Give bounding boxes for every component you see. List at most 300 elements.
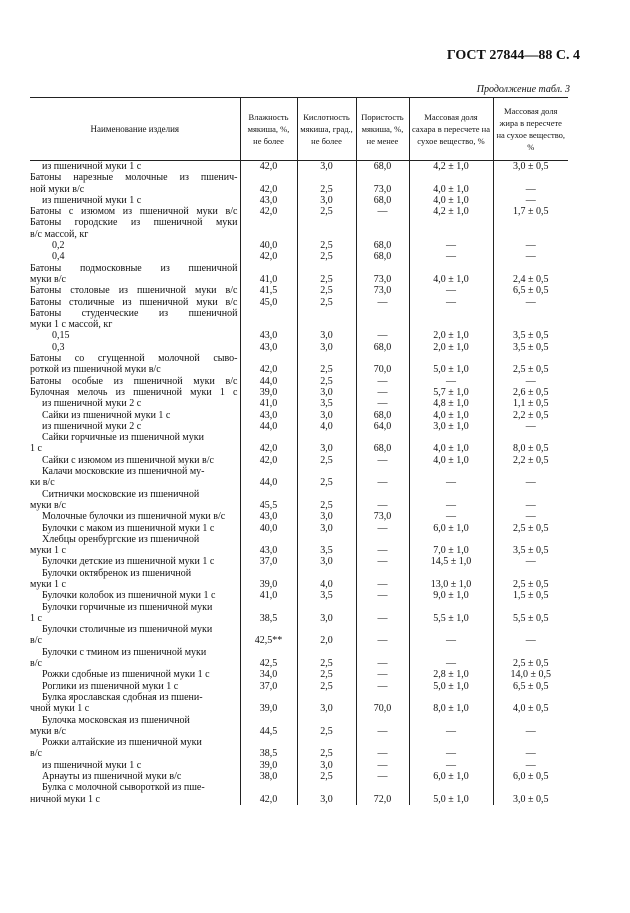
value-cell <box>409 782 493 793</box>
table-row <box>30 703 568 714</box>
product-name-cell: Булочка московская из пшеничной <box>42 714 190 726</box>
value-cell: 3,5 <box>297 590 356 601</box>
table-row <box>30 387 568 398</box>
value-cell: 42,0 <box>240 443 297 454</box>
value-cell <box>493 602 568 613</box>
product-name-cell: Сайки из пшеничной муки 1 с <box>42 409 171 421</box>
table-row <box>30 455 568 466</box>
value-cell <box>493 172 568 183</box>
value-cell <box>409 647 493 658</box>
value-cell: — <box>493 760 568 771</box>
value-cell: — <box>409 760 493 771</box>
table-row <box>30 771 568 782</box>
value-cell: 2,0 ± 1,0 <box>409 342 493 353</box>
value-cell: 5,0 ± 1,0 <box>409 364 493 375</box>
value-cell: 43,0 <box>240 195 297 206</box>
value-cell <box>297 692 356 703</box>
value-cell: 38,0 <box>240 771 297 782</box>
table-row <box>30 364 568 375</box>
value-cell: 3,0 <box>297 794 356 805</box>
product-name-cell: из пшеничной муки 2 с <box>42 420 142 432</box>
value-cell: 42,0 <box>240 794 297 805</box>
column-header: Массовая доля жира в пересчете на сухое вещество, % <box>493 98 568 161</box>
value-cell: 3,5 ± 0,5 <box>493 330 568 341</box>
value-cell: 4,0 ± 1,0 <box>409 443 493 454</box>
value-cell <box>409 737 493 748</box>
value-cell: — <box>356 500 409 511</box>
value-cell: — <box>356 681 409 692</box>
table-row <box>30 602 568 613</box>
value-cell: 2,5 <box>297 184 356 195</box>
value-cell: 39,0 <box>240 579 297 590</box>
value-cell: 9,0 ± 1,0 <box>409 590 493 601</box>
value-cell: — <box>409 251 493 262</box>
product-name-cell: Сайки с изюмом из пшеничной муки в/с <box>42 454 214 466</box>
product-name-cell: ки в/с <box>30 477 55 489</box>
value-cell: — <box>493 297 568 308</box>
product-name-cell: муки 1 с <box>30 578 66 590</box>
value-cell: 68,0 <box>356 410 409 421</box>
value-cell <box>297 602 356 613</box>
value-cell: 44,0 <box>240 477 297 488</box>
value-cell: 2,5 ± 0,5 <box>493 523 568 534</box>
table-row <box>30 421 568 432</box>
value-cell <box>409 624 493 635</box>
value-cell: 38,5 <box>240 748 297 759</box>
value-cell <box>409 217 493 228</box>
value-cell: — <box>356 635 409 646</box>
value-cell <box>297 432 356 443</box>
value-cell <box>297 353 356 364</box>
value-cell: 2,5 <box>297 681 356 692</box>
value-cell <box>240 692 297 703</box>
value-cell: 43,0 <box>240 545 297 556</box>
value-cell <box>240 432 297 443</box>
value-cell <box>493 353 568 364</box>
value-cell <box>409 715 493 726</box>
value-cell: 4,2 ± 1,0 <box>409 206 493 217</box>
value-cell: 2,5 <box>297 274 356 285</box>
value-cell <box>297 217 356 228</box>
value-cell: 39,0 <box>240 703 297 714</box>
value-cell: — <box>493 726 568 737</box>
value-cell <box>356 534 409 545</box>
value-cell: 6,0 ± 0,5 <box>493 771 568 782</box>
value-cell: 3,0 <box>297 703 356 714</box>
value-cell <box>297 737 356 748</box>
value-cell: 68,0 <box>356 195 409 206</box>
table-row <box>30 466 568 477</box>
value-cell: 3,0 <box>297 330 356 341</box>
value-cell <box>297 715 356 726</box>
table-row <box>30 308 568 319</box>
value-cell: 68,0 <box>356 342 409 353</box>
value-cell: — <box>409 511 493 522</box>
column-header: Влажность мякиша, %, не более <box>240 98 297 161</box>
value-cell: 2,2 ± 0,5 <box>493 410 568 421</box>
table-row <box>30 330 568 341</box>
product-name-cell: муки в/с <box>30 725 66 737</box>
value-cell <box>297 319 356 330</box>
table-row <box>30 195 568 206</box>
value-cell: — <box>493 748 568 759</box>
table-row <box>30 206 568 217</box>
value-cell: — <box>356 658 409 669</box>
product-name-cell: Калачи московские из пшеничной му- <box>42 466 205 478</box>
product-name-cell: 1 с <box>30 443 42 455</box>
table-row <box>30 500 568 511</box>
value-cell: 44,0 <box>240 376 297 387</box>
table-row <box>30 477 568 488</box>
value-cell: 5,5 ± 1,0 <box>409 613 493 624</box>
value-cell <box>356 692 409 703</box>
value-cell: — <box>493 195 568 206</box>
value-cell: 38,5 <box>240 613 297 624</box>
product-name-cell: чной муки 1 с <box>30 703 90 715</box>
table-continuation-label: Продолжение табл. 3 <box>476 84 570 95</box>
value-cell <box>409 489 493 500</box>
table-row <box>30 579 568 590</box>
value-cell <box>356 602 409 613</box>
value-cell: 68,0 <box>356 443 409 454</box>
value-cell <box>240 489 297 500</box>
value-cell <box>240 229 297 240</box>
value-cell: 68,0 <box>356 161 409 173</box>
product-name-cell: роткой из пшеничной муки в/с <box>30 364 161 376</box>
value-cell: 2,0 ± 1,0 <box>409 330 493 341</box>
product-name-cell: Арнауты из пшеничной муки в/с <box>42 771 182 783</box>
value-cell: 2,5 <box>297 500 356 511</box>
value-cell: 3,0 <box>297 556 356 567</box>
product-name-cell: ной муки в/с <box>30 183 85 195</box>
value-cell: 2,5 <box>297 477 356 488</box>
value-cell <box>297 229 356 240</box>
value-cell: — <box>493 251 568 262</box>
value-cell: 6,5 ± 0,5 <box>493 681 568 692</box>
value-cell: 73,0 <box>356 511 409 522</box>
value-cell: 73,0 <box>356 285 409 296</box>
value-cell: 3,0 <box>297 161 356 173</box>
value-cell <box>356 647 409 658</box>
value-cell <box>297 172 356 183</box>
value-cell <box>297 263 356 274</box>
value-cell: 41,0 <box>240 274 297 285</box>
value-cell: 45,0 <box>240 297 297 308</box>
product-name-cell: в/с <box>30 635 42 647</box>
value-cell: 2,5 ± 0,5 <box>493 579 568 590</box>
value-cell: 41,5 <box>240 285 297 296</box>
value-cell: 70,0 <box>356 364 409 375</box>
value-cell <box>409 308 493 319</box>
value-cell <box>356 217 409 228</box>
value-cell: — <box>493 421 568 432</box>
value-cell: 2,8 ± 1,0 <box>409 669 493 680</box>
table-body <box>30 161 568 805</box>
product-name-cell: Сайки горчичные из пшеничной муки <box>42 432 204 444</box>
value-cell <box>356 172 409 183</box>
value-cell <box>240 353 297 364</box>
value-cell: 73,0 <box>356 274 409 285</box>
value-cell: — <box>493 184 568 195</box>
value-cell: 2,5 <box>297 297 356 308</box>
table-row <box>30 669 568 680</box>
value-cell: 3,5 <box>297 398 356 409</box>
value-cell: 3,0 <box>297 511 356 522</box>
value-cell: 42,0 <box>240 184 297 195</box>
value-cell: — <box>409 726 493 737</box>
value-cell: — <box>356 545 409 556</box>
value-cell <box>493 263 568 274</box>
value-cell <box>297 534 356 545</box>
value-cell <box>240 782 297 793</box>
value-cell: 5,5 ± 0,5 <box>493 613 568 624</box>
product-name-cell: в/с массой, кг <box>30 228 89 240</box>
value-cell: — <box>356 771 409 782</box>
value-cell: 2,5 <box>297 726 356 737</box>
value-cell <box>409 263 493 274</box>
value-cell: 3,5 <box>297 545 356 556</box>
value-cell: 40,0 <box>240 523 297 534</box>
value-cell: 13,0 ± 1,0 <box>409 579 493 590</box>
value-cell: 42,0 <box>240 161 297 173</box>
value-cell: 3,0 <box>297 342 356 353</box>
value-cell <box>409 692 493 703</box>
value-cell: 34,0 <box>240 669 297 680</box>
value-cell: — <box>356 330 409 341</box>
value-cell: 3,0 ± 0,5 <box>493 794 568 805</box>
value-cell: 3,0 ± 1,0 <box>409 421 493 432</box>
value-cell: 37,0 <box>240 681 297 692</box>
column-header: Массовая доля сахара в пересчете на сухое вещество, % <box>409 98 493 161</box>
value-cell <box>356 229 409 240</box>
value-cell: — <box>409 376 493 387</box>
value-cell: 2,5 <box>297 771 356 782</box>
value-cell <box>493 624 568 635</box>
product-name-cell: Булка с молочной сывороткой из пше- <box>42 782 205 794</box>
table-row <box>30 251 568 262</box>
product-name-cell: Батоны городские из пшеничной муки <box>30 217 238 229</box>
product-name-cell: Булка ярославская сдобная из пшени- <box>42 691 203 703</box>
value-cell: 1,5 ± 0,5 <box>493 590 568 601</box>
product-name-cell: муки 1 с <box>30 545 66 557</box>
product-name-cell: Роглики из пшеничной муки 1 с <box>42 680 179 692</box>
value-cell: 4,0 ± 1,0 <box>409 195 493 206</box>
table-row <box>30 590 568 601</box>
value-cell: 2,4 ± 0,5 <box>493 274 568 285</box>
value-cell: 70,0 <box>356 703 409 714</box>
value-cell: 5,7 ± 1,0 <box>409 387 493 398</box>
value-cell: 3,0 ± 0,5 <box>493 161 568 173</box>
value-cell: 43,0 <box>240 511 297 522</box>
value-cell: 73,0 <box>356 184 409 195</box>
table-row <box>30 229 568 240</box>
table-row <box>30 658 568 669</box>
value-cell <box>356 353 409 364</box>
table-row <box>30 545 568 556</box>
value-cell: — <box>356 726 409 737</box>
product-name-cell: из пшеничной муки 2 с <box>42 398 142 410</box>
product-name-cell: Булочная мелочь из пшеничной муки 1 с <box>30 386 238 398</box>
value-cell: — <box>493 635 568 646</box>
value-cell: 64,0 <box>356 421 409 432</box>
table-row <box>30 624 568 635</box>
table-row <box>30 410 568 421</box>
table-row <box>30 353 568 364</box>
table-row <box>30 285 568 296</box>
table-row <box>30 523 568 534</box>
value-cell <box>493 319 568 330</box>
value-cell: — <box>356 748 409 759</box>
product-name-cell: Батоны с изюмом из пшеничной муки в/с <box>30 206 238 218</box>
value-cell <box>240 217 297 228</box>
value-cell: — <box>409 635 493 646</box>
value-cell <box>356 308 409 319</box>
value-cell <box>240 466 297 477</box>
value-cell <box>240 534 297 545</box>
value-cell <box>297 568 356 579</box>
value-cell: 37,0 <box>240 556 297 567</box>
table-row <box>30 376 568 387</box>
value-cell <box>240 647 297 658</box>
value-cell: 2,5 ± 0,5 <box>493 364 568 375</box>
value-cell: 4,2 ± 1,0 <box>409 161 493 173</box>
value-cell: 2,5 <box>297 285 356 296</box>
value-cell <box>297 624 356 635</box>
value-cell: 1,1 ± 0,5 <box>493 398 568 409</box>
value-cell: — <box>356 523 409 534</box>
table-row <box>30 240 568 251</box>
value-cell: 2,5 <box>297 455 356 466</box>
value-cell: 2,5 <box>297 251 356 262</box>
table-row <box>30 342 568 353</box>
value-cell <box>493 217 568 228</box>
value-cell <box>493 647 568 658</box>
value-cell <box>493 432 568 443</box>
value-cell: 14,5 ± 1,0 <box>409 556 493 567</box>
column-header: Пористость мякиша, %, не менее <box>356 98 409 161</box>
product-name-cell: из пшеничной муки 1 с <box>42 161 142 172</box>
value-cell: 14,0 ± 0,5 <box>493 669 568 680</box>
value-cell: 4,0 <box>297 579 356 590</box>
value-cell: — <box>409 658 493 669</box>
value-cell: 6,0 ± 1,0 <box>409 523 493 534</box>
value-cell: 43,0 <box>240 330 297 341</box>
column-header: Наименование изделия <box>30 98 240 161</box>
table-row <box>30 760 568 771</box>
value-cell: 68,0 <box>356 240 409 251</box>
value-cell: — <box>493 511 568 522</box>
value-cell: 2,5 <box>297 669 356 680</box>
product-name-cell: Батоны нарезные молочные из пшенич- <box>30 172 238 184</box>
product-name-cell: Булочки с маком из пшеничной муки 1 с <box>42 522 215 534</box>
value-cell: — <box>356 206 409 217</box>
value-cell: 43,0 <box>240 410 297 421</box>
value-cell: 39,0 <box>240 387 297 398</box>
value-cell <box>356 568 409 579</box>
value-cell: 4,0 ± 0,5 <box>493 703 568 714</box>
value-cell: — <box>409 748 493 759</box>
table-row <box>30 715 568 726</box>
product-name-cell: Батоны подмосковные из пшеничной <box>30 262 238 274</box>
value-cell: 68,0 <box>356 251 409 262</box>
value-cell: — <box>409 240 493 251</box>
value-cell <box>356 715 409 726</box>
value-cell <box>409 353 493 364</box>
value-cell <box>240 568 297 579</box>
value-cell: 7,0 ± 1,0 <box>409 545 493 556</box>
value-cell <box>297 782 356 793</box>
value-cell <box>240 602 297 613</box>
value-cell: 3,0 <box>297 443 356 454</box>
value-cell: — <box>493 556 568 567</box>
table-header-row <box>30 98 568 161</box>
value-cell: 43,0 <box>240 342 297 353</box>
value-cell <box>493 692 568 703</box>
table-row <box>30 748 568 759</box>
value-cell <box>493 489 568 500</box>
product-name-cell: Батоны столичные из пшеничной муки в/с <box>30 296 238 308</box>
table-row <box>30 794 568 805</box>
value-cell: — <box>356 297 409 308</box>
table-row <box>30 568 568 579</box>
value-cell <box>356 624 409 635</box>
value-cell: 5,0 ± 1,0 <box>409 794 493 805</box>
value-cell <box>356 466 409 477</box>
product-name-cell: Молочные булочки из пшеничной муки в/с <box>42 511 226 523</box>
value-cell: — <box>356 669 409 680</box>
value-cell: 44,5 <box>240 726 297 737</box>
value-cell: 3,0 <box>297 410 356 421</box>
product-name-cell: из пшеничной муки 1 с <box>42 759 142 771</box>
value-cell <box>356 489 409 500</box>
value-cell <box>240 172 297 183</box>
value-cell: 4,0 ± 1,0 <box>409 410 493 421</box>
value-cell: 42,5 <box>240 658 297 669</box>
value-cell: 2,5 <box>297 240 356 251</box>
table-row <box>30 432 568 443</box>
value-cell <box>297 647 356 658</box>
value-cell <box>240 319 297 330</box>
value-cell: 41,0 <box>240 590 297 601</box>
value-cell: — <box>409 285 493 296</box>
value-cell: 6,5 ± 0,5 <box>493 285 568 296</box>
table-row <box>30 635 568 646</box>
table-row <box>30 443 568 454</box>
product-name-cell: Рожки сдобные из пшеничной муки 1 с <box>42 669 210 681</box>
value-cell: — <box>493 376 568 387</box>
table-row <box>30 398 568 409</box>
value-cell: — <box>356 613 409 624</box>
value-cell <box>356 737 409 748</box>
product-name-cell: Булочки детские из пшеничной муки 1 с <box>42 556 215 568</box>
column-header: Кислотность мякиша, град., не более <box>297 98 356 161</box>
value-cell: 4,0 ± 1,0 <box>409 274 493 285</box>
product-name-cell: Батоны столовые из пшеничной муки в/с <box>30 285 238 297</box>
product-name-cell: Рожки алтайские из пшеничной муки <box>42 737 202 749</box>
value-cell: — <box>409 500 493 511</box>
table-row <box>30 172 568 183</box>
product-name-cell: Булочки горчичные из пшеничной муки <box>42 601 213 613</box>
value-cell <box>356 319 409 330</box>
product-name-cell: из пшеничной муки 1 с <box>42 194 142 206</box>
value-cell <box>493 568 568 579</box>
table-row <box>30 161 568 173</box>
value-cell <box>409 534 493 545</box>
table-row <box>30 613 568 624</box>
value-cell <box>409 172 493 183</box>
value-cell: 72,0 <box>356 794 409 805</box>
table-row <box>30 489 568 500</box>
